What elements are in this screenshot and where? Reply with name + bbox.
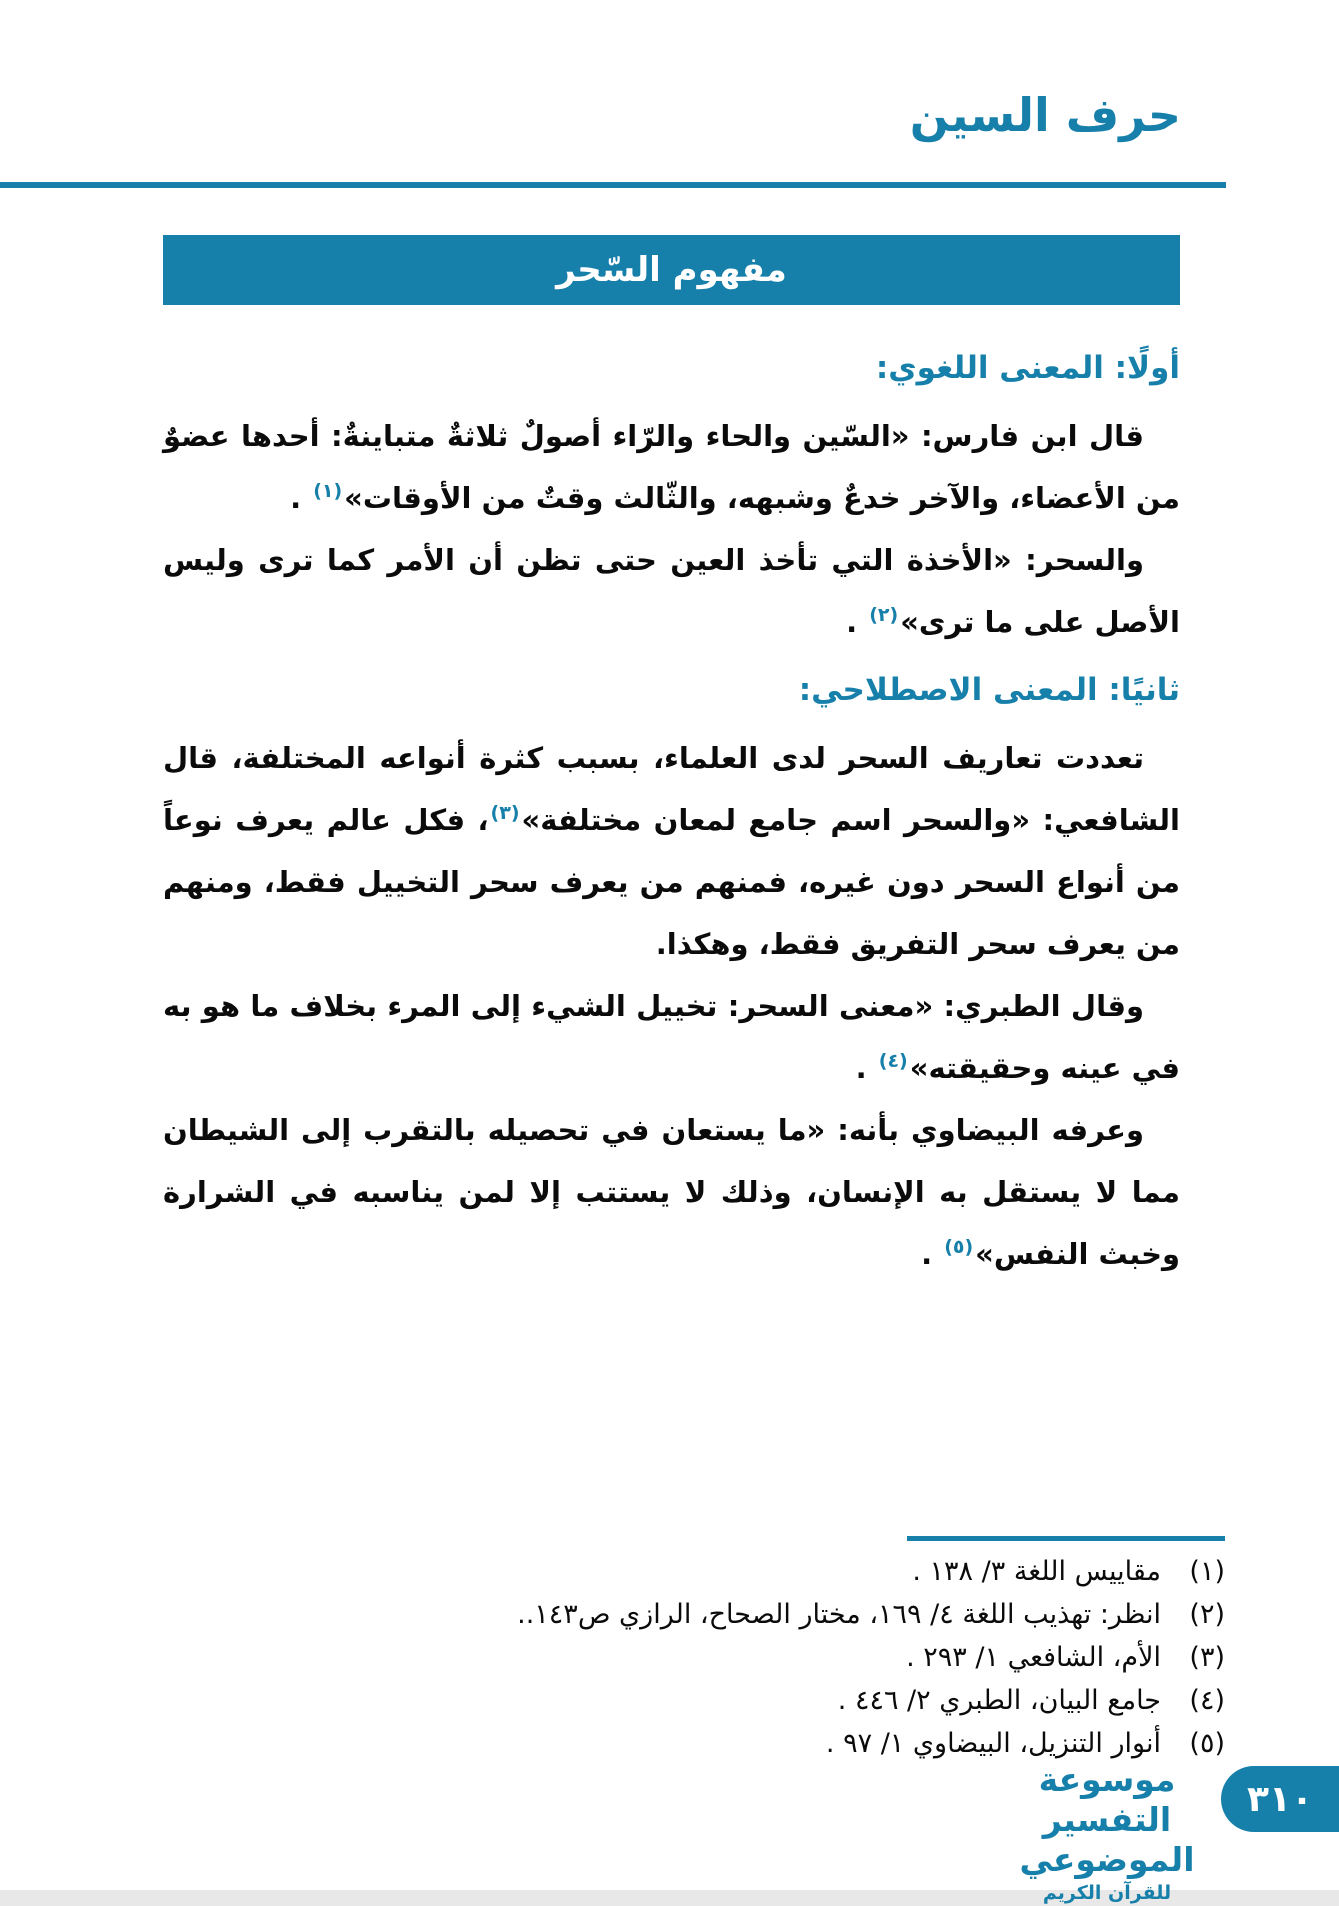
- sections-container: [163, 345, 1180, 1285]
- footnote-text: مقاييس اللغة ٣/ ١٣٨ .: [912, 1556, 1161, 1587]
- footnote-separator: [907, 1536, 1225, 1541]
- footnote-marker: (١): [313, 480, 343, 503]
- publisher-logo: [979, 1760, 1235, 1906]
- section-heading: ثانيًا: المعنى الاصطلاحي:: [798, 672, 1180, 708]
- footnote-marker: (٣): [490, 802, 520, 825]
- header-rule: [0, 182, 1226, 188]
- footnote-item: [425, 1550, 1225, 1593]
- paragraph: والسحر: «الأخذة التي تأخذ العين حتى تظن أن الأمر كما ترى وليس الأصل على ما ترى»$^{(٢)}$ .: [163, 543, 1180, 639]
- footnote-text: الأم، الشافعي ١/ ٢٩٣ .: [906, 1642, 1161, 1673]
- paragraph: تعددت تعاريف السحر لدى العلماء، بسبب كثرة أنواعه المختلفة، قال الشافعي: «والسحر اسم جامع لمعان مختلفة»$^{(٣)}$، فكل عالم يعرف نوعاً من أنواع السحر دون غيره، فمنهم من يعرف سحر التخييل فقط، ومنهم من يعرف سحر التفريق فقط، وهكذا.: [163, 741, 1180, 961]
- footnote-number: (٥): [1189, 1728, 1225, 1759]
- section: [163, 667, 1180, 1285]
- logo-title: موسوعة التفسير الموضوعي: [1019, 1760, 1195, 1879]
- section-heading: أولًا: المعنى اللغوي:: [875, 350, 1180, 386]
- footnotes-list: [425, 1550, 1225, 1765]
- banner-title: مفهوم السّحر: [556, 250, 787, 290]
- footnote-number: (٣): [1189, 1642, 1225, 1673]
- footnote-item: [425, 1593, 1225, 1636]
- footnote-item: [425, 1722, 1225, 1765]
- footnote-marker: (٤): [878, 1050, 908, 1073]
- footnote-text: انظر: تهذيب اللغة ٤/ ١٦٩، مختار الصحاح، الرازي ص١٤٣..: [517, 1599, 1161, 1630]
- paragraph: قال ابن فارس: «السّين والحاء والرّاء أصولٌ ثلاثةٌ متباينةٌ: أحدها عضوٌ من الأعضاء، والآخر خدعٌ وشبهه، والثّالث وقتٌ من الأوقات»$^{(١)}$ .: [163, 419, 1180, 515]
- footnote-text: أنوار التنزيل، البيضاوي ١/ ٩٧ .: [825, 1728, 1161, 1759]
- content-column: [163, 235, 1180, 1285]
- paragraph: وقال الطبري: «معنى السحر: تخييل الشيء إلى المرء بخلاف ما هو به في عينه وحقيقته»$^{(٤)}$ .: [163, 989, 1180, 1085]
- page-number: ٣١٠: [1247, 1778, 1313, 1820]
- title-banner: [163, 235, 1180, 305]
- logo-subtitle: للقرآن الكريم: [1042, 1882, 1172, 1904]
- paragraph: وعرفه البيضاوي بأنه: «ما يستعان في تحصيله بالتقرب إلى الشيطان مما لا يستقل به الإنسان، وذلك لا يستتب إلا لمن يناسبه في الشرارة وخبث النفس»$^{(٥)}$ .: [163, 1113, 1180, 1271]
- footnote-item: [425, 1679, 1225, 1722]
- footnote-number: (٤): [1189, 1685, 1225, 1716]
- footnote-number: (١): [1189, 1556, 1225, 1587]
- page-number-badge: [1221, 1766, 1339, 1832]
- section: [163, 345, 1180, 653]
- footnote-item: [425, 1636, 1225, 1679]
- chapter-header-title: حرف السين: [909, 88, 1181, 142]
- footnote-number: (٢): [1189, 1599, 1225, 1630]
- footnote-marker: (٢): [869, 604, 899, 627]
- footnote-marker: (٥): [944, 1236, 974, 1259]
- footnote-text: جامع البيان، الطبري ٢/ ٤٤٦ .: [837, 1685, 1161, 1716]
